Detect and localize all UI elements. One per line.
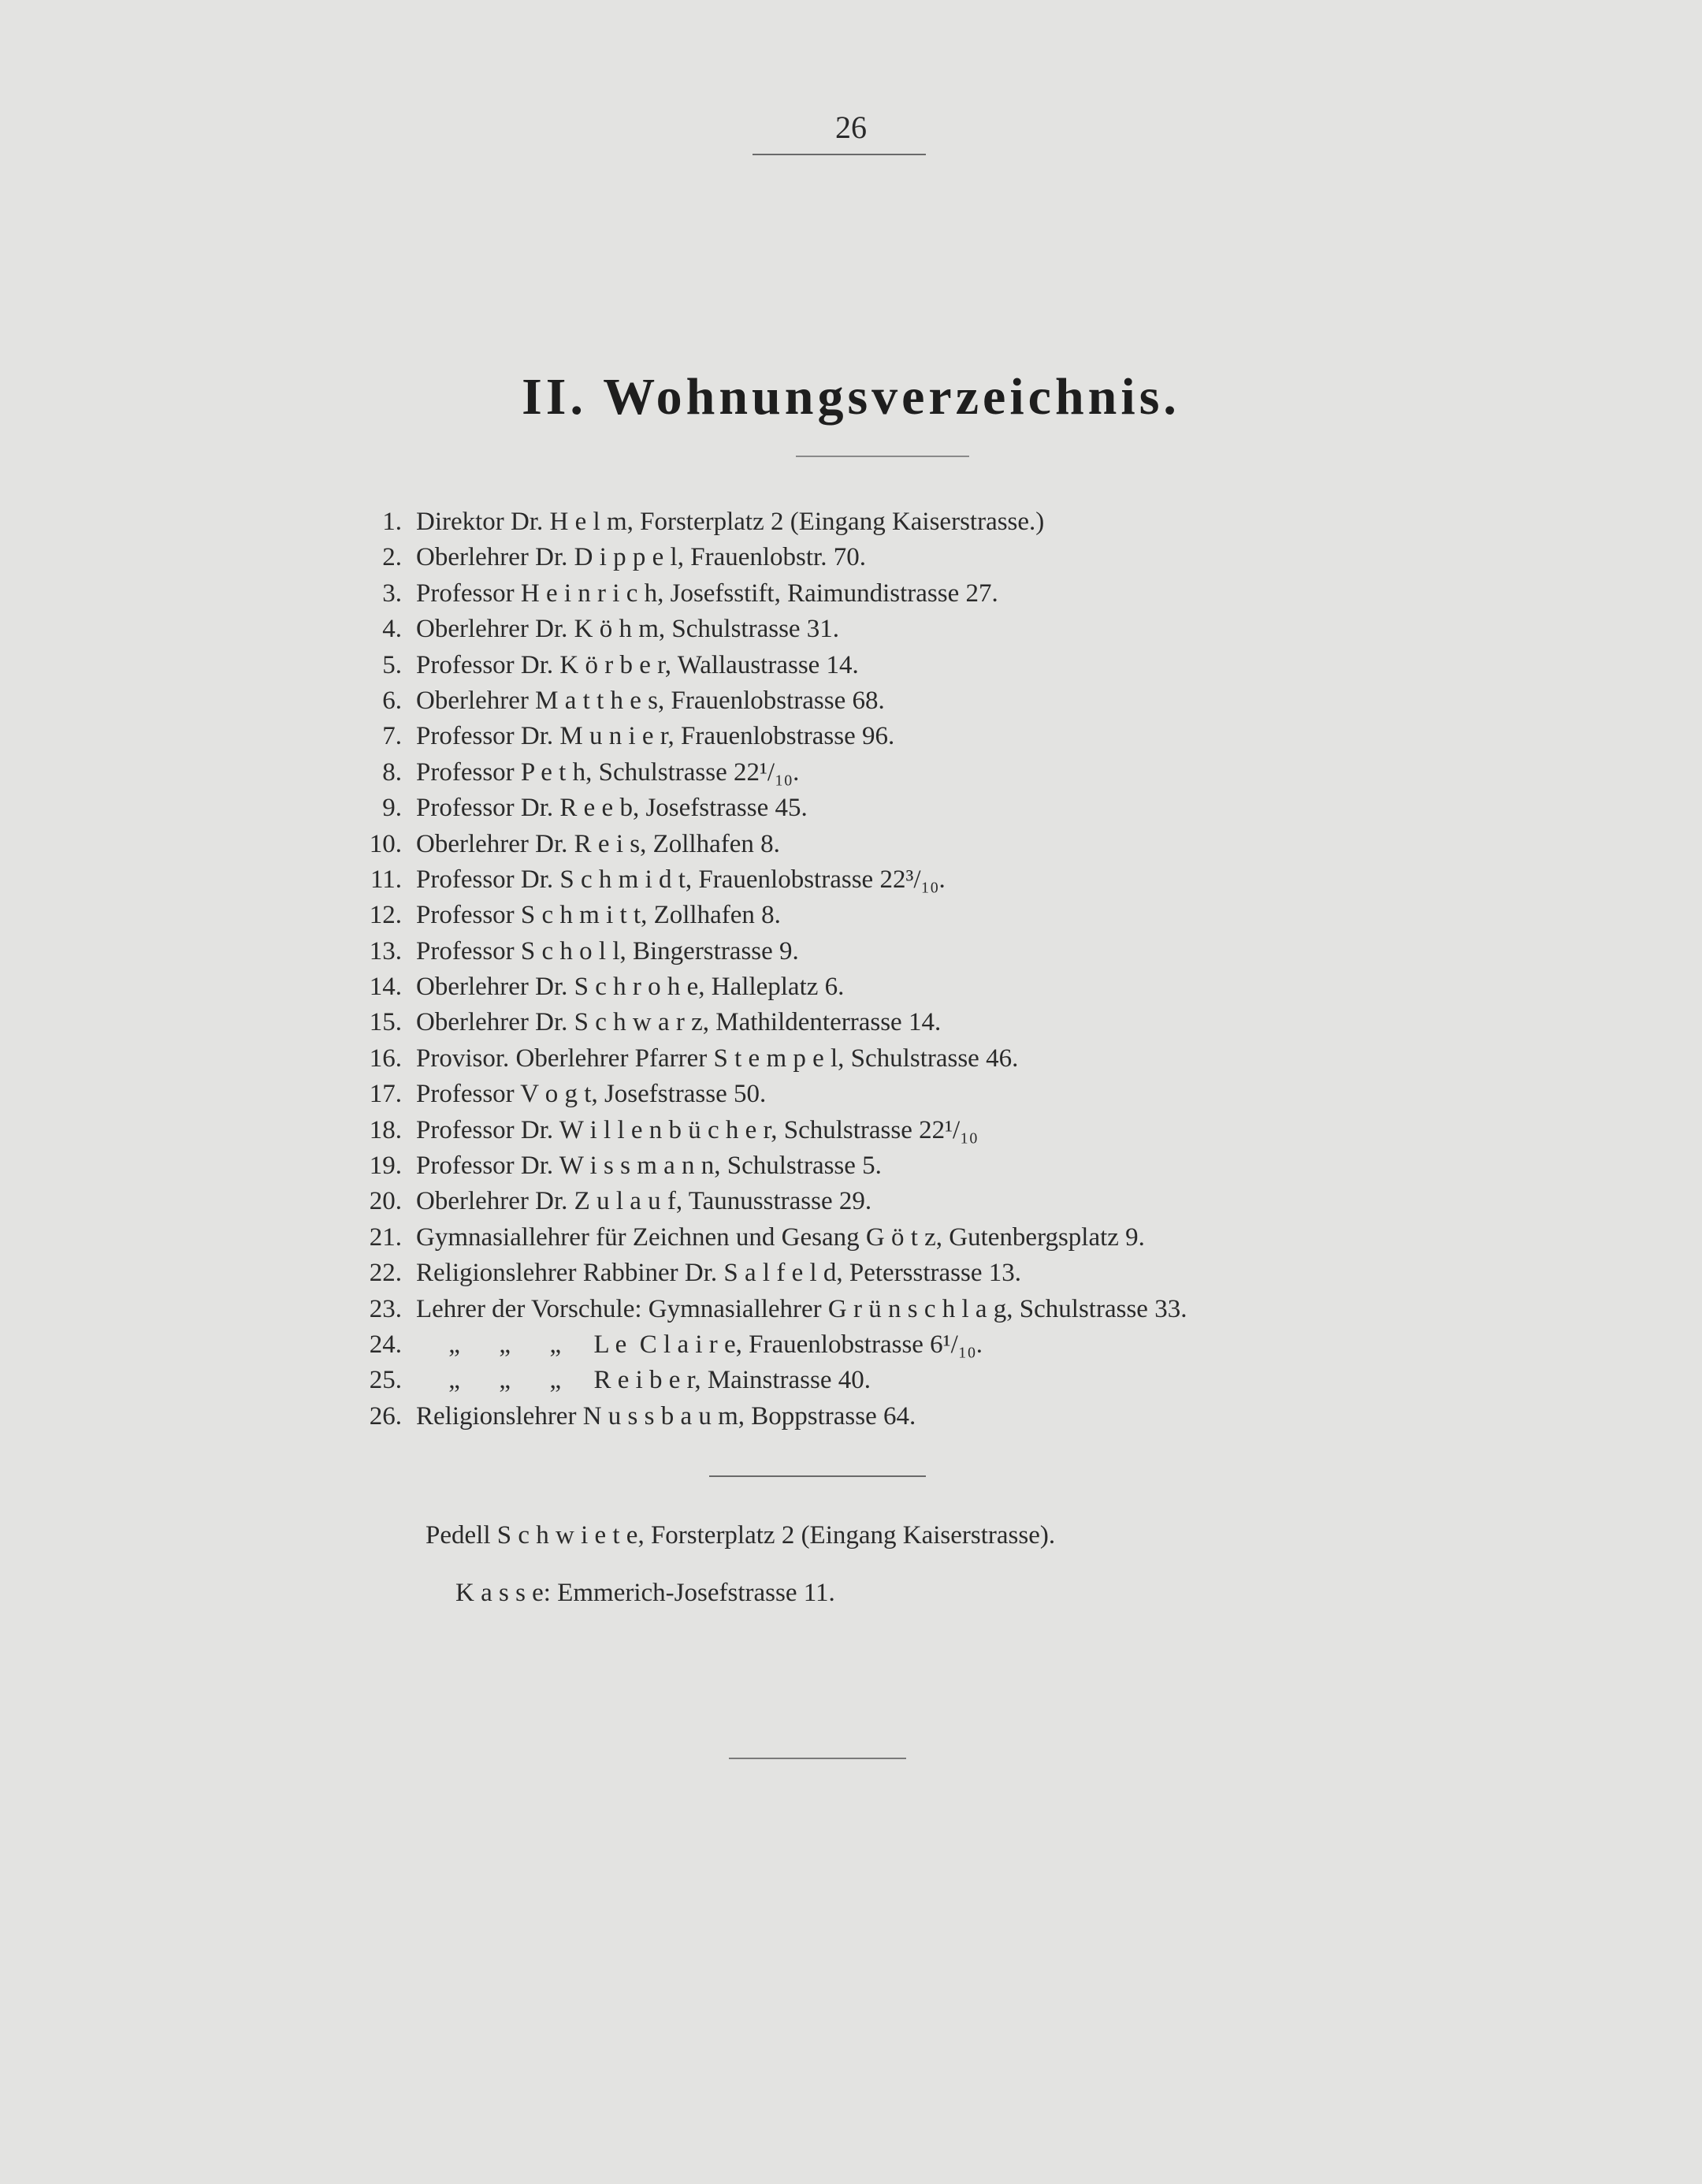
list-item (339, 1184, 1379, 1219)
entry-text: Lehrer der Vorschule: Gymnasiallehrer G r ü n s c h l a g, Schulstrasse 33. (416, 1294, 1187, 1323)
entry-number: 21. (369, 1222, 402, 1252)
entry-number: 5. (382, 650, 402, 679)
entry-number: 4. (382, 615, 402, 644)
entry-text: Religionslehrer Rabbiner Dr. S a l f e l d, Petersstrasse 13. (416, 1259, 1022, 1288)
list-item (339, 755, 1379, 791)
list-item (339, 934, 1379, 969)
title-rule (796, 456, 969, 457)
entry-text: Oberlehrer Dr. S c h w a r z, Mathildenterrasse 14. (416, 1008, 942, 1037)
list-item (339, 576, 1379, 612)
entry-text: Oberlehrer Dr. D i p p e l, Frauenlobstr. 70. (416, 543, 866, 572)
entry-number: 1. (382, 508, 402, 536)
entry-text: Oberlehrer Dr. K ö h m, Schulstrasse 31. (416, 615, 840, 644)
entry-number: 15. (369, 1008, 402, 1037)
address-list (339, 504, 1379, 1434)
entry-text: Professor Dr. R e e b, Josefstrasse 45. (416, 794, 808, 823)
list-item (339, 719, 1379, 754)
entry-text: Professor V o g t, Josefstrasse 50. (416, 1080, 767, 1109)
entry-number: 13. (369, 936, 402, 965)
entry-number: 18. (369, 1115, 402, 1144)
entry-text: Oberlehrer Dr. S c h r o h e, Halleplatz 6. (416, 973, 845, 1002)
list-item (339, 1363, 1379, 1398)
entry-number: 6. (382, 686, 402, 715)
page-number: 26 (835, 110, 867, 145)
list-item (339, 898, 1379, 933)
entry-text: Oberlehrer Dr. Z u l a u f, Taunusstrasse 29. (416, 1187, 872, 1216)
entry-text: Professor S c h m i t t, Zollhafen 8. (416, 901, 781, 930)
entry-number: 23. (369, 1294, 402, 1323)
list-item (339, 1113, 1379, 1148)
list-item (339, 1005, 1379, 1040)
entry-number: 8. (382, 757, 402, 787)
entry-number: 3. (382, 579, 402, 608)
bottom-rule (729, 1758, 906, 1759)
entry-number: 16. (369, 1044, 402, 1073)
entry-text: Professor Dr. W i s s m a n n, Schulstrasse 5. (416, 1152, 882, 1181)
list-item (339, 612, 1379, 647)
entry-text: Oberlehrer Dr. R e i s, Zollhafen 8. (416, 829, 780, 858)
entry-number: 12. (369, 901, 402, 930)
entry-text: „ „ „ L e C l a i r e, Frauenlobstrasse 6¹/₁₀. (416, 1330, 983, 1359)
section-title: II. Wohnungsverzeichnis. (522, 368, 1180, 426)
entry-text: Professor Dr. W i l l e n b ü c h e r, Schulstrasse 22¹/₁₀ (416, 1115, 979, 1144)
list-item (339, 791, 1379, 826)
entry-number: 26. (369, 1401, 402, 1431)
entry-number: 24. (369, 1330, 402, 1359)
entry-number: 22. (369, 1259, 402, 1288)
page-number-rule (753, 154, 926, 155)
list-item (339, 1041, 1379, 1077)
entry-number: 17. (369, 1080, 402, 1109)
entry-number: 25. (369, 1366, 402, 1395)
entry-text: Gymnasiallehrer für Zeichnen und Gesang G ö t z, Gutenbergsplatz 9. (416, 1222, 1145, 1252)
list-item (339, 969, 1379, 1005)
list-item (339, 1292, 1379, 1327)
entry-number: 14. (369, 973, 402, 1002)
entry-number: 11. (370, 865, 402, 894)
entry-text: Religionslehrer N u s s b a u m, Boppstrasse 64. (416, 1401, 916, 1431)
pedell-line: Pedell S c h w i e t e, Forsterplatz 2 (Eingang Kaiserstrasse). (426, 1521, 1056, 1550)
list-item (339, 1327, 1379, 1363)
list-end-rule (709, 1475, 926, 1477)
list-item (339, 827, 1379, 862)
entry-number: 10. (369, 829, 402, 858)
list-item (339, 1399, 1379, 1434)
entry-text: Professor Dr. K ö r b e r, Wallaustrasse 14. (416, 650, 859, 679)
list-item (339, 1256, 1379, 1291)
entry-text: Provisor. Oberlehrer Pfarrer S t e m p e l, Schulstrasse 46. (416, 1044, 1019, 1073)
list-item (339, 504, 1379, 540)
list-item (339, 1148, 1379, 1184)
list-item (339, 648, 1379, 683)
list-item (339, 683, 1379, 719)
entry-text: Direktor Dr. H e l m, Forsterplatz 2 (Eingang Kaiserstrasse.) (416, 508, 1045, 536)
list-item (339, 862, 1379, 898)
entry-text: „ „ „ R e i b e r, Mainstrasse 40. (416, 1366, 871, 1395)
entry-text: Professor S c h o l l, Bingerstrasse 9. (416, 936, 799, 965)
entry-text: Oberlehrer M a t t h e s, Frauenlobstrasse 68. (416, 686, 885, 715)
entry-text: Professor P e t h, Schulstrasse 22¹/₁₀. (416, 757, 800, 787)
entry-number: 9. (382, 794, 402, 823)
list-item (339, 1220, 1379, 1256)
entry-number: 20. (369, 1187, 402, 1216)
list-item (339, 540, 1379, 575)
list-item (339, 1077, 1379, 1112)
entry-number: 2. (382, 543, 402, 572)
entry-text: Professor H e i n r i c h, Josefsstift, Raimundistrasse 27. (416, 579, 998, 608)
entry-number: 7. (382, 722, 402, 751)
kasse-line: K a s s e: Emmerich-Josefstrasse 11. (455, 1579, 835, 1607)
entry-text: Professor Dr. S c h m i d t, Frauenlobstrasse 22³/₁₀. (416, 865, 946, 894)
entry-number: 19. (369, 1152, 402, 1181)
entry-text: Professor Dr. M u n i e r, Frauenlobstrasse 96. (416, 722, 895, 751)
